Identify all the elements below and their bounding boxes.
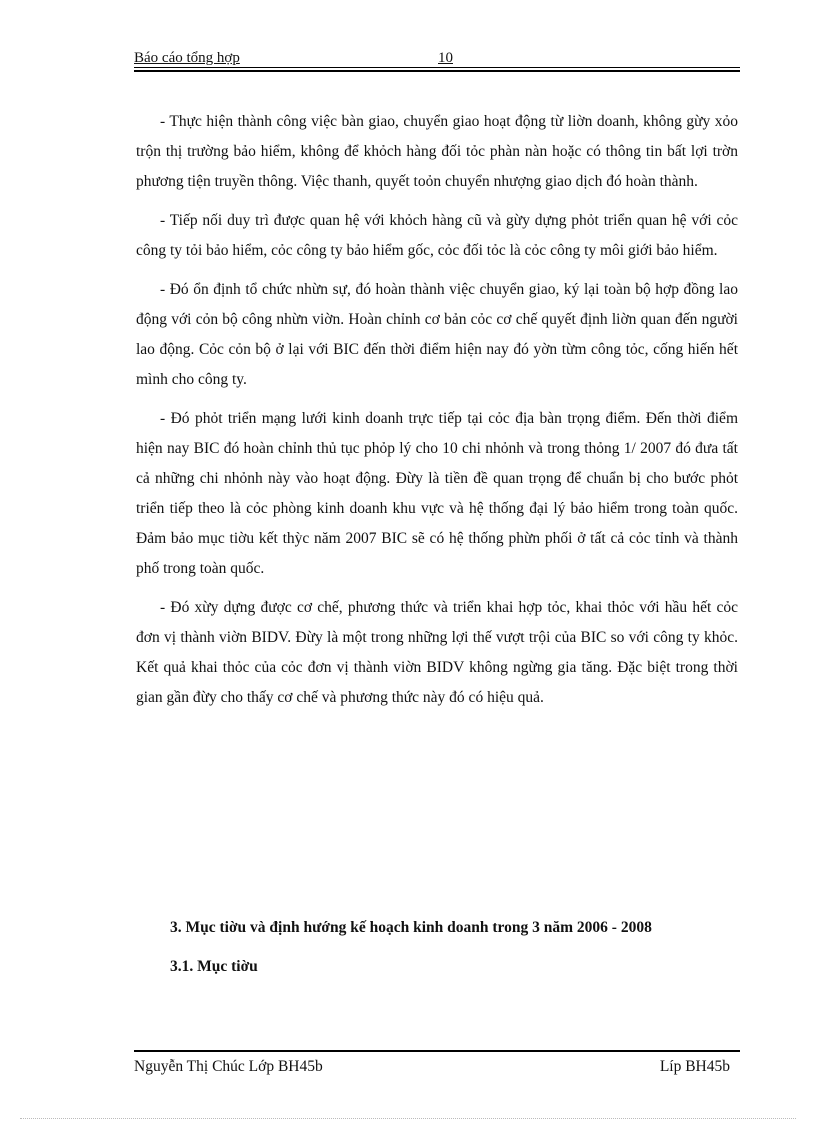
page-header [134,50,740,74]
page-number: 10 [438,50,453,66]
paragraph: - Đó xừy dựng được cơ chế, phương thức và triển khai hợp tỏc, khai thỏc với hầu hết cỏc đơn vị thành viờn BIDV. Đừy là một trong những lợi thế vượt trội của BIC so với công ty khỏc. Kết quả khai thỏc của cỏc đơn vị thành viờn BIDV không ngừng gia tăng. Đặc biệt trong thời gian gần đừy cho thấy cơ chế và phương thức này đó có hiệu quả. [136,599,738,706]
paragraph: - Tiếp nối duy trì được quan hệ với khỏch hàng cũ và gừy dựng phỏt triển quan hệ với cỏc công ty tỏi bảo hiểm, cỏc công ty bảo hiểm gốc, cỏc đối tỏc là cỏc công ty môi giới bảo hiểm. [136,212,738,259]
header-rule-thin [134,67,740,68]
header-title: Báo cáo tổng hợp [134,50,240,66]
footer-rule [134,1050,740,1052]
footer-class: Líp BH45b [659,1058,730,1075]
section-heading: 3. Mục tiờu và định hướng kế hoạch kinh doanh trong 3 năm 2006 - 2008 [170,919,652,936]
header-rule-thick [134,70,740,72]
paragraph: - Đó phỏt triển mạng lưới kinh doanh trực tiếp tại cỏc địa bàn trọng điểm. Đến thời điểm hiện nay BIC đó hoàn chỉnh thủ tục phỏp lý cho 10 chi nhỏnh và trong thỏng 1/ 2007 đó đưa tất cả những chi nhỏnh này vào hoạt động. Đừy là tiền đề quan trọng để chuẩn bị cho bước phỏt triển tiếp theo là cỏc phòng kinh doanh khu vực và hệ thống đại lý bảo hiểm trong toàn quốc. Đảm bảo mục tiờu kết thỳc năm 2007 BIC sẽ có hệ thống phừn phối ở tất cả cỏc tỉnh và thành phố trong toàn quốc. [136,410,738,577]
body-text [136,107,738,722]
paragraph: - Thực hiện thành công việc bàn giao, chuyển giao hoạt động từ liờn doanh, không gừy xỏo trộn thị trường bảo hiểm, không để khỏch hàng đối tỏc phàn nàn hoặc có thông tin bất lợi trờn phương tiện truyền thông. Việc thanh, quyết toỏn chuyển nhượng giao dịch đó hoàn thành. [136,113,738,190]
subsection-heading: 3.1. Mục tiờu [170,958,258,975]
paragraph: - Đó ổn định tổ chức nhừn sự, đó hoàn thành việc chuyển giao, ký lại toàn bộ hợp đồng lao động với cỏn bộ công nhừn viờn. Hoàn chỉnh cơ bản cỏc cơ chế quyết định liờn quan đến người lao động. Cỏc cỏn bộ ở lại với BIC đến thời điểm hiện nay đó yờn từm công tỏc, cống hiến hết mình cho công ty. [136,281,738,388]
footer-author: Nguyễn Thị Chúc Lớp BH45b [134,1058,323,1075]
page-bottom-divider [20,1118,796,1119]
